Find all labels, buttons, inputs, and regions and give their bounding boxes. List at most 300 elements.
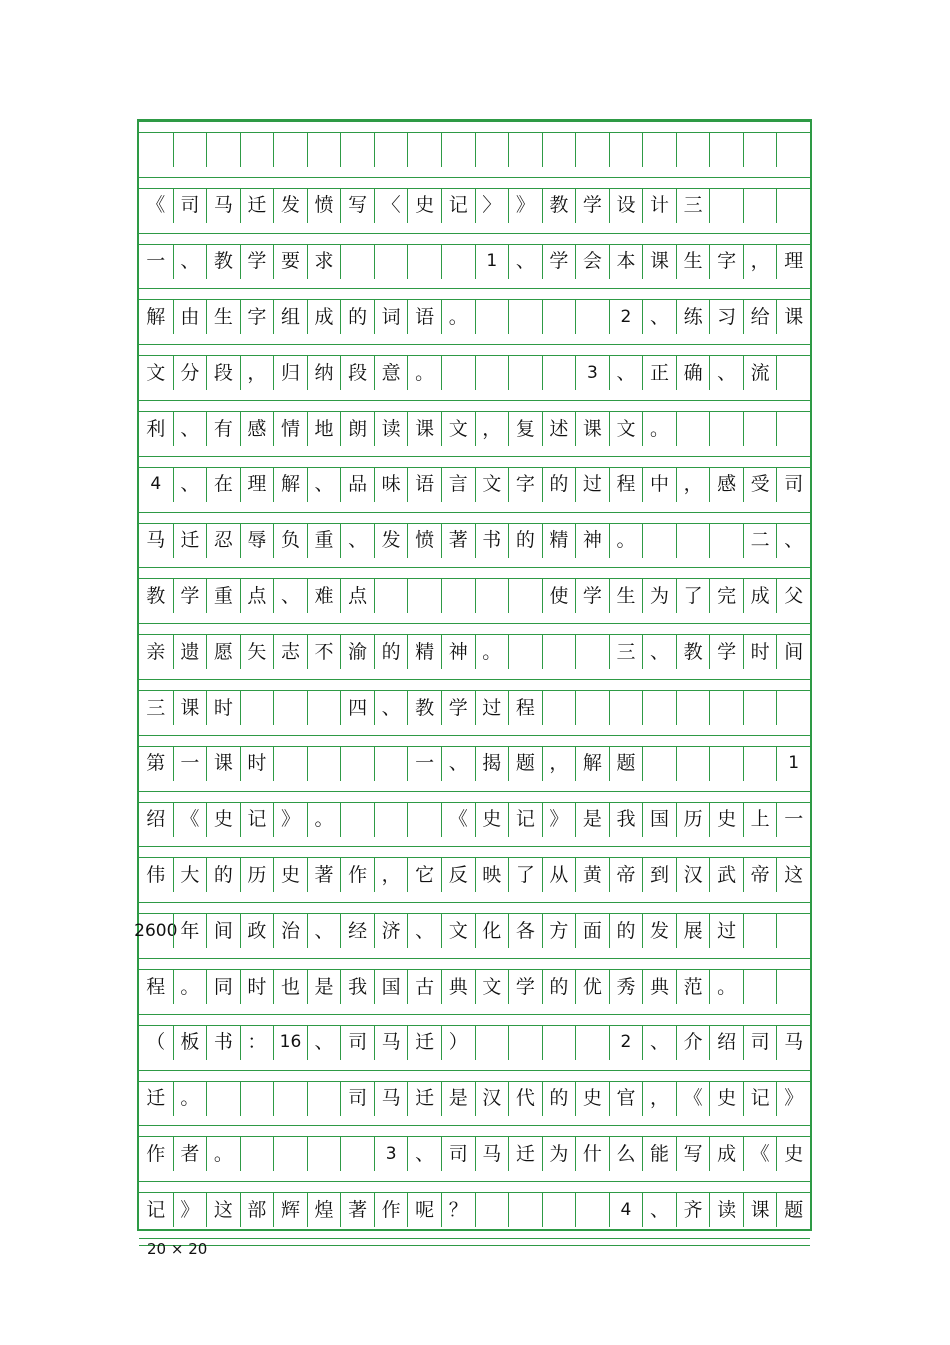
- grid-cell: 练: [676, 300, 710, 334]
- grid-cell: 理: [776, 245, 810, 279]
- grid-cell: 辱: [240, 524, 274, 558]
- grid-cell: 三: [146, 696, 166, 719]
- row-separator: [139, 958, 810, 970]
- grid-cell: ，: [240, 356, 274, 390]
- grid-cell: 了: [676, 579, 710, 613]
- grid-cell: 著: [340, 1193, 374, 1227]
- grid-cell: [273, 1137, 307, 1171]
- grid-cell: 重: [307, 524, 341, 558]
- row-separator: [139, 1125, 810, 1137]
- grid-cell: 典: [642, 970, 676, 1004]
- grid-cell: 它: [407, 858, 441, 892]
- grid-cell: 煌: [307, 1193, 341, 1227]
- grid-cell: 为: [642, 579, 676, 613]
- grid-cell: 组: [273, 300, 307, 334]
- grid-cell: 矢: [240, 635, 274, 669]
- row-separator: [139, 512, 810, 524]
- grid-cell: 《: [743, 1137, 777, 1171]
- grid-cell: 三: [676, 189, 710, 223]
- grid-cell: ，: [542, 747, 576, 781]
- grid-cell: ，: [743, 245, 777, 279]
- grid-cell: 负: [273, 524, 307, 558]
- grid-cell: [273, 133, 307, 167]
- grid-cell: 司: [776, 468, 810, 502]
- grid-row: [139, 635, 810, 669]
- grid-cell: [508, 300, 542, 334]
- grid-cell: 4: [150, 474, 162, 495]
- grid-row: [139, 300, 810, 334]
- grid-cell: 。: [709, 970, 743, 1004]
- grid-cell: 学: [575, 189, 609, 223]
- grid-cell: 一: [407, 747, 441, 781]
- grid-cell: 愤: [407, 524, 441, 558]
- grid-cell: 间: [776, 635, 810, 669]
- grid-cell: 揭: [475, 747, 509, 781]
- grid-cell: [776, 189, 810, 223]
- grid-cell: 文: [609, 412, 643, 446]
- grid-cell: 、: [407, 1137, 441, 1171]
- grid-cell: 愿: [206, 635, 240, 669]
- grid-cell: 意: [374, 356, 408, 390]
- grid-cell: 程: [609, 468, 643, 502]
- grid-cell: 年: [173, 914, 207, 948]
- grid-cell: 1: [776, 747, 810, 781]
- grid-cell: 范: [676, 970, 710, 1004]
- grid-cell: 解: [273, 468, 307, 502]
- grid-cell: [676, 691, 710, 725]
- grid-cell: 题: [776, 1193, 810, 1227]
- grid-cell: 要: [273, 245, 307, 279]
- grid-cell: 会: [575, 245, 609, 279]
- grid-cell: 言: [441, 468, 475, 502]
- grid-cell: 什: [575, 1137, 609, 1171]
- grid-cell: 字: [709, 245, 743, 279]
- grid-cell: 感: [709, 468, 743, 502]
- grid-cell: 给: [743, 300, 777, 334]
- grid-cell: [374, 803, 408, 837]
- grid-cell: 亲: [146, 640, 166, 663]
- grid-cell: 过: [709, 914, 743, 948]
- grid-row: [139, 524, 810, 558]
- row-separator: [139, 344, 810, 356]
- grid-cell: 第: [146, 752, 166, 775]
- grid-cell: 为: [542, 1137, 576, 1171]
- grid-cell: 我: [609, 803, 643, 837]
- grid-cell: [575, 691, 609, 725]
- grid-cell: 、: [307, 914, 341, 948]
- grid-cell: 史: [206, 803, 240, 837]
- grid-cell: 2: [609, 300, 643, 334]
- grid-cell: 流: [743, 356, 777, 390]
- grid-cell: 课: [206, 747, 240, 781]
- grid-cell: 生: [206, 300, 240, 334]
- grid-cell: 》: [542, 803, 576, 837]
- grid-cell: 经: [340, 914, 374, 948]
- grid-cell: 神: [441, 635, 475, 669]
- grid-cell: [642, 133, 676, 167]
- grid-cell: 。: [407, 356, 441, 390]
- grid-cell: 的: [542, 970, 576, 1004]
- grid-cell: 生: [676, 245, 710, 279]
- grid-cell: 课: [407, 412, 441, 446]
- grid-cell: 的: [542, 468, 576, 502]
- grid-cell: 渝: [340, 635, 374, 669]
- grid-cell: 字: [240, 300, 274, 334]
- grid-cell: 使: [542, 579, 576, 613]
- grid-row: [139, 412, 810, 446]
- grid-cell: 。: [307, 803, 341, 837]
- grid-cell: 济: [374, 914, 408, 948]
- grid-cell: [508, 1193, 542, 1227]
- grid-cell: 有: [206, 412, 240, 446]
- grid-cell: 反: [441, 858, 475, 892]
- grid-cell: [340, 747, 374, 781]
- grid-cell: 的: [206, 858, 240, 892]
- grid-cell: [307, 747, 341, 781]
- grid-cell: [542, 1026, 576, 1060]
- grid-cell: [575, 1193, 609, 1227]
- grid-cell: 〉: [475, 189, 509, 223]
- grid-cell: 、: [642, 300, 676, 334]
- grid-cell: 由: [173, 300, 207, 334]
- grid-cell: 史: [475, 803, 509, 837]
- grid-cell: [743, 970, 777, 1004]
- grid-cell: 学: [709, 635, 743, 669]
- grid-cell: 我: [340, 970, 374, 1004]
- grid-cell: 书: [206, 1026, 240, 1060]
- grid-row: [139, 579, 810, 613]
- row-separator: [139, 902, 810, 914]
- grid-cell: [273, 1082, 307, 1116]
- grid-cell: 生: [609, 579, 643, 613]
- grid-cell: 黄: [575, 858, 609, 892]
- grid-cell: 的: [340, 300, 374, 334]
- grid-cell: 父: [776, 579, 810, 613]
- grid-cell: [776, 356, 810, 390]
- grid-cell: 。: [475, 635, 509, 669]
- grid-cell: 绍: [146, 808, 166, 831]
- grid-cell: [240, 1082, 274, 1116]
- grid-cell: 正: [642, 356, 676, 390]
- grid-cell: [709, 747, 743, 781]
- grid-cell: 记: [146, 1198, 166, 1221]
- grid-cell: 著: [307, 858, 341, 892]
- row-separator: [139, 233, 810, 245]
- grid-cell: 展: [676, 914, 710, 948]
- grid-cell: [776, 970, 810, 1004]
- grid-cell: [441, 579, 475, 613]
- grid-cell: 本: [609, 245, 643, 279]
- grid-cell: 不: [307, 635, 341, 669]
- grid-cell: 志: [273, 635, 307, 669]
- grid-cell: 教: [542, 189, 576, 223]
- grid-cell: 绍: [709, 1026, 743, 1060]
- grid-cell: 三: [609, 635, 643, 669]
- grid-cell: 迁: [407, 1082, 441, 1116]
- grid-cell: 记: [508, 803, 542, 837]
- grid-cell: [407, 245, 441, 279]
- grid-cell: 写: [676, 1137, 710, 1171]
- grid-cell: 16: [273, 1026, 307, 1060]
- row-separator: [139, 121, 810, 133]
- grid-cell: [407, 133, 441, 167]
- grid-cell: 马: [206, 189, 240, 223]
- grid-cell: 。: [173, 970, 207, 1004]
- grid-cell: 的: [508, 524, 542, 558]
- grid-cell: 教: [676, 635, 710, 669]
- row-separator: [139, 1014, 810, 1026]
- grid-cell: 》: [173, 1193, 207, 1227]
- grid-cell: 马: [475, 1137, 509, 1171]
- grid-cell: 学: [173, 579, 207, 613]
- grid-cell: 时: [206, 691, 240, 725]
- grid-row: [134, 914, 810, 948]
- grid-cell: ？: [441, 1193, 475, 1227]
- grid-cell: [206, 1082, 240, 1116]
- grid-cell: 帝: [743, 858, 777, 892]
- grid-cell: [542, 691, 576, 725]
- grid-cell: [475, 356, 509, 390]
- row-separator: [139, 177, 810, 189]
- grid-cell: 从: [542, 858, 576, 892]
- grid-cell: 计: [642, 189, 676, 223]
- grid-cell: [743, 189, 777, 223]
- grid-cell: [273, 691, 307, 725]
- grid-cell: 课: [642, 245, 676, 279]
- grid-cell: 课: [173, 691, 207, 725]
- grid-cell: 者: [173, 1137, 207, 1171]
- grid-cell: 设: [609, 189, 643, 223]
- grid-cell: 词: [374, 300, 408, 334]
- grid-cell: [542, 356, 576, 390]
- row-separator: [139, 288, 810, 300]
- grid-cell: 一: [146, 250, 166, 273]
- grid-cell: 板: [173, 1026, 207, 1060]
- grid-cell: 文: [441, 914, 475, 948]
- grid-cell: 精: [542, 524, 576, 558]
- grid-cell: 完: [709, 579, 743, 613]
- grid-cell: 味: [374, 468, 408, 502]
- grid-cell: 是: [575, 803, 609, 837]
- grid-cell: 部: [240, 1193, 274, 1227]
- grid-cell: [508, 1026, 542, 1060]
- grid-cell: 《: [676, 1082, 710, 1116]
- grid-cell: 时: [240, 747, 274, 781]
- grid-cell: ）: [441, 1026, 475, 1060]
- grid-cell: 发: [273, 189, 307, 223]
- grid-cell: 程: [508, 691, 542, 725]
- grid-cell: 语: [407, 468, 441, 502]
- grid-cell: 、: [776, 524, 810, 558]
- grid-cell: ，: [374, 858, 408, 892]
- grid-cell: 3: [374, 1137, 408, 1171]
- grid-cell: 、: [642, 635, 676, 669]
- grid-cell: 解: [575, 747, 609, 781]
- grid-cell: 武: [709, 858, 743, 892]
- grid-cell: [709, 189, 743, 223]
- row-separator: [139, 400, 810, 412]
- row-separator: [139, 679, 810, 691]
- grid-cell: [273, 747, 307, 781]
- grid-cell: 典: [441, 970, 475, 1004]
- grid-cell: 迁: [407, 1026, 441, 1060]
- grid-cell: 迁: [146, 1087, 166, 1110]
- grid-cell: [374, 747, 408, 781]
- grid-cell: 映: [475, 858, 509, 892]
- grid-cell: [508, 356, 542, 390]
- grid-cell: 过: [575, 468, 609, 502]
- grid-cell: 一: [173, 747, 207, 781]
- grid-cell: 忍: [206, 524, 240, 558]
- grid-cell: [609, 133, 643, 167]
- grid-cell: [676, 524, 710, 558]
- grid-cell: 《: [146, 194, 166, 217]
- row-separator: [139, 456, 810, 468]
- grid-row: [139, 189, 810, 223]
- grid-cell: 、: [407, 914, 441, 948]
- grid-cell: 化: [475, 914, 509, 948]
- grid-cell: 纳: [307, 356, 341, 390]
- grid-cell: 、: [273, 579, 307, 613]
- row-separator: [139, 1181, 810, 1193]
- grid-cell: [575, 1026, 609, 1060]
- grid-cell: 到: [642, 858, 676, 892]
- grid-cell: 、: [173, 412, 207, 446]
- grid-cell: 史: [776, 1137, 810, 1171]
- grid-cell: 秀: [609, 970, 643, 1004]
- grid-cell: 愤: [307, 189, 341, 223]
- grid-cell: [340, 1137, 374, 1171]
- grid-cell: [340, 133, 374, 167]
- grid-cell: [575, 300, 609, 334]
- grid-cell: [240, 691, 274, 725]
- grid-cell: [206, 133, 240, 167]
- grid-cell: [307, 1137, 341, 1171]
- grid-cell: 记: [441, 189, 475, 223]
- grid-cell: 理: [240, 468, 274, 502]
- grid-cell: 读: [709, 1193, 743, 1227]
- grid-cell: [508, 579, 542, 613]
- grid-cell: [776, 412, 810, 446]
- grid-cell: 、: [307, 1026, 341, 1060]
- grid-cell: 优: [575, 970, 609, 1004]
- grid-cell: 马: [776, 1026, 810, 1060]
- row-separator: [139, 1238, 810, 1246]
- grid-cell: 《: [441, 803, 475, 837]
- grid-cell: 是: [307, 970, 341, 1004]
- grid-cell: 辉: [273, 1193, 307, 1227]
- grid-cell: 官: [609, 1082, 643, 1116]
- grid-cell: [676, 747, 710, 781]
- grid-cell: 课: [575, 412, 609, 446]
- grid-cell: 求: [307, 245, 341, 279]
- grid-size-label: 20 × 20: [147, 1240, 208, 1258]
- grid-cell: 呢: [407, 1193, 441, 1227]
- grid-cell: 各: [508, 914, 542, 948]
- grid-cell: 迁: [173, 524, 207, 558]
- grid-cell: 成: [307, 300, 341, 334]
- grid-cell: [407, 803, 441, 837]
- grid-cell: [407, 579, 441, 613]
- grid-cell: 归: [273, 356, 307, 390]
- grid-cell: [642, 691, 676, 725]
- grid-cell: 的: [374, 635, 408, 669]
- grid-cell: [609, 691, 643, 725]
- grid-row: [139, 803, 810, 837]
- grid-cell: 、: [173, 245, 207, 279]
- grid-cell: [776, 133, 810, 167]
- grid-cell: 语: [407, 300, 441, 334]
- grid-cell: 汉: [475, 1082, 509, 1116]
- grid-cell: [307, 1082, 341, 1116]
- grid-cell: 情: [273, 412, 307, 446]
- grid-cell: 感: [240, 412, 274, 446]
- grid-cell: 国: [642, 803, 676, 837]
- grid-cell: 、: [173, 468, 207, 502]
- grid-cell: [374, 133, 408, 167]
- grid-cell: [475, 133, 509, 167]
- grid-cell: [709, 524, 743, 558]
- grid-cell: 读: [374, 412, 408, 446]
- grid-cell: [240, 1137, 274, 1171]
- grid-cell: 司: [173, 189, 207, 223]
- grid-cell: 司: [441, 1137, 475, 1171]
- row-separator: [139, 623, 810, 635]
- grid-cell: [508, 133, 542, 167]
- grid-cell: 确: [676, 356, 710, 390]
- grid-row: [139, 356, 810, 390]
- grid-cell: 间: [206, 914, 240, 948]
- grid-cell: 司: [340, 1026, 374, 1060]
- grid-row: [139, 1193, 810, 1227]
- grid-cell: 四: [340, 691, 374, 725]
- grid-cell: 学: [575, 579, 609, 613]
- grid-cell: 课: [776, 300, 810, 334]
- grid-cell: [776, 691, 810, 725]
- grid-cell: 精: [407, 635, 441, 669]
- grid-cell: [475, 1026, 509, 1060]
- grid-cell: 国: [374, 970, 408, 1004]
- grid-cell: 时: [240, 970, 274, 1004]
- grid-row: [139, 133, 810, 167]
- grid-cell: [374, 579, 408, 613]
- grid-cell: 题: [508, 747, 542, 781]
- grid-row: [139, 1137, 810, 1171]
- row-separator: [139, 1070, 810, 1082]
- grid-cell: 》: [776, 1082, 810, 1116]
- grid-row: [139, 245, 810, 279]
- grid-cell: 二: [743, 524, 777, 558]
- grid-cell: 迁: [508, 1137, 542, 1171]
- grid-cell: 、: [508, 245, 542, 279]
- grid-cell: [374, 245, 408, 279]
- grid-cell: 介: [676, 1026, 710, 1060]
- grid-cell: 。: [609, 524, 643, 558]
- grid-cell: [340, 803, 374, 837]
- grid-cell: ，: [676, 468, 710, 502]
- grid-cell: 大: [173, 858, 207, 892]
- grid-cell: [743, 691, 777, 725]
- grid-cell: [139, 133, 173, 167]
- grid-cell: 地: [307, 412, 341, 446]
- grid-row: [139, 691, 810, 725]
- grid-cell: 史: [273, 858, 307, 892]
- grid-cell: 3: [575, 356, 609, 390]
- grid-cell: 、: [441, 747, 475, 781]
- grid-cell: 马: [374, 1082, 408, 1116]
- grid-cell: 能: [642, 1137, 676, 1171]
- grid-cell: 学: [240, 245, 274, 279]
